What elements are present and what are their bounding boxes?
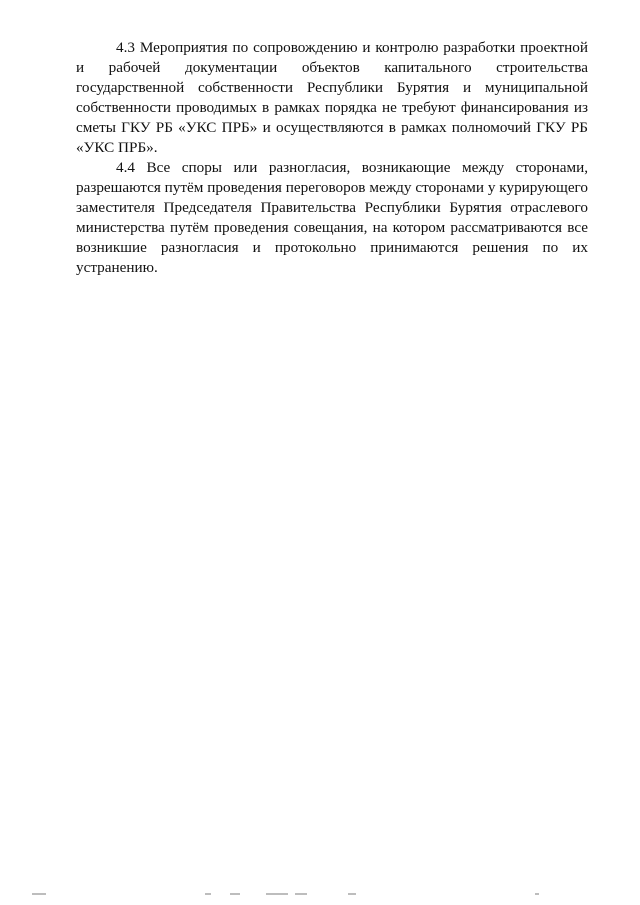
scan-artifact <box>295 893 307 895</box>
scan-artifact <box>535 893 539 895</box>
scan-artifact <box>230 893 240 895</box>
scan-artifact <box>348 893 356 895</box>
scan-artifact <box>266 893 288 895</box>
scan-artifact <box>205 893 211 895</box>
document-body <box>76 38 588 278</box>
paragraph-4-4: 4.4 Все споры или разногласия, возникающие между сторонами, разрешаются путём проведения переговоров между сторонами у курирующего заместителя Председателя Правительства Республики Бурятия отраслевого министерства путём проведения совещания, на котором рассматриваются все возникшие разногласия и протокольно принимаются решения по их устранению. <box>76 159 588 276</box>
scan-artifact <box>32 893 46 895</box>
paragraph-4-3: 4.3 Мероприятия по сопровождению и контролю разработки проектной и рабочей документации объектов капитального строительства государственной собственности Республики Бурятия и муниципальной собственности проводимых в рамках порядка не требуют финансирования из сметы ГКУ РБ «УКС ПРБ» и осуществляются в рамках полномочий ГКУ РБ «УКС ПРБ». <box>76 39 588 156</box>
scan-artifact-strip <box>30 893 610 897</box>
